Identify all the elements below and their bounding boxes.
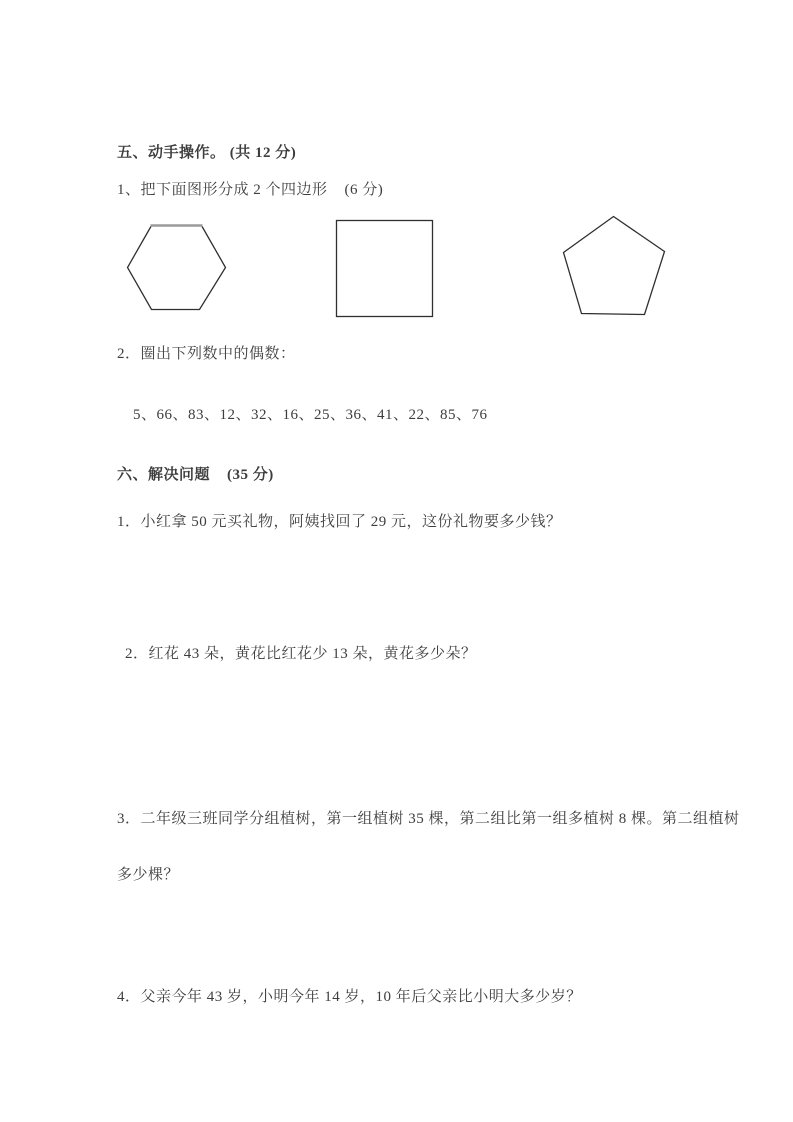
section6-question3-line1: 3．二年级三班同学分组植树，第一组植树 35 棵，第二组比第一组多植树 8 棵。第二组植树 [117, 811, 740, 827]
section6-question3-line2: 多少棵？ [117, 867, 180, 883]
pentagon-shape [562, 214, 667, 317]
section5-question2: 2．圈出下列数中的偶数： [117, 346, 296, 362]
hexagon-shape [126, 223, 227, 312]
section6-question4: 4．父亲今年 43 岁，小明今年 14 岁，10 年后父亲比小明大多少岁？ [117, 989, 582, 1005]
square-shape [335, 219, 434, 318]
section6-question1: 1．小红拿 50 元买礼物，阿姨找回了 29 元，这份礼物要多少钱？ [117, 514, 562, 530]
section5-question1: 1、把下面图形分成 2 个四边形 (6 分) [117, 182, 384, 198]
section6-question2: 2．红花 43 朵，黄花比红花少 13 朵，黄花多少朵？ [125, 646, 477, 662]
section6-heading: 六、解决问题 (35 分) [117, 467, 274, 483]
even-numbers-list: 5、66、83、12、32、16、25、36、41、22、85、76 [133, 407, 488, 423]
section5-heading: 五、动手操作。 (共 12 分) [117, 145, 297, 161]
